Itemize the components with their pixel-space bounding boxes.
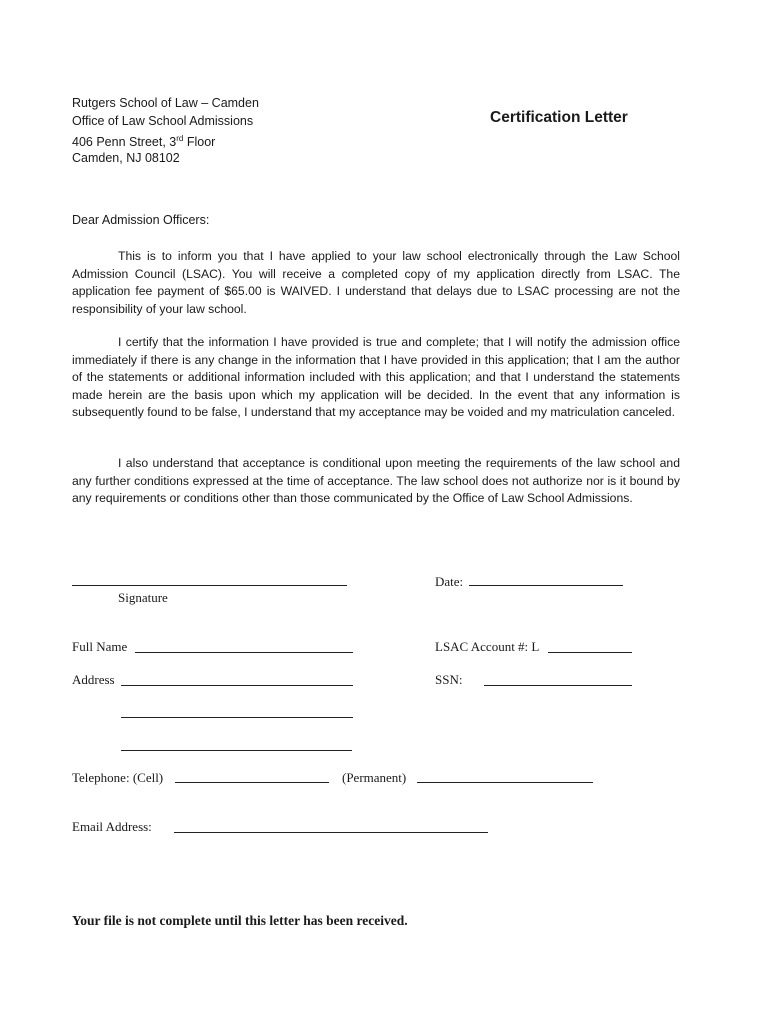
lsac-account-label: LSAC Account #: L (435, 639, 540, 654)
office-name: Office of Law School Admissions (72, 114, 254, 128)
ssn-field[interactable] (484, 685, 632, 686)
paragraph-certification: I certify that the information I have provided is true and complete; that I will notify the admission office immediately if there is any change in the information that I have provided in this application; that I am the author of the statements or additional information included with this application; and that I understand the statements made herein are the basis upon which my application will be decided. In the event that any information is subsequently found to be false, I understand that my acceptance may be voided and my matriculation canceled. (72, 335, 680, 419)
street-address-floor: Floor (183, 135, 216, 150)
page-title: Certification Letter (490, 109, 628, 126)
ssn-label: SSN: (435, 672, 463, 687)
full-name-label: Full Name (72, 639, 128, 654)
signature-label: Signature (118, 590, 168, 605)
greeting: Dear Admission Officers: (72, 213, 210, 227)
address-field-line2[interactable] (121, 717, 353, 718)
telephone-cell-field[interactable] (175, 782, 329, 783)
email-label: Email Address: (72, 819, 152, 834)
street-address-main: 406 Penn Street, 3 (72, 135, 177, 150)
date-label: Date: (435, 574, 464, 589)
street-address (72, 130, 215, 151)
city-state-zip: Camden, NJ 08102 (72, 151, 180, 165)
completion-notice: Your file is not complete until this letter has been received. (72, 913, 408, 928)
signature-field[interactable] (72, 585, 347, 586)
email-field[interactable] (174, 832, 488, 833)
telephone-cell-label: Telephone: (Cell) (72, 770, 164, 785)
paragraph-acceptance-conditions: I also understand that acceptance is conditional upon meeting the requirements of the law school and any further conditions expressed at the time of acceptance. The law school does not authorize nor is it bound by any requirements or conditions other than those communicated by the Office of Law School Admissions. (72, 456, 680, 505)
telephone-permanent-field[interactable] (417, 782, 593, 783)
address-label: Address (72, 672, 115, 687)
telephone-permanent-label: (Permanent) (342, 770, 407, 785)
address-field-line1[interactable] (121, 685, 353, 686)
school-name: Rutgers School of Law – Camden (72, 96, 259, 110)
paragraph-lsac-notice: This is to inform you that I have applied to your law school electronically through the Law School Admission Council (LSAC). You will receive a completed copy of my application directly from LSAC. The application fee payment of $65.00 is WAIVED. I understand that delays due to LSAC processing are not the responsibility of your law school. (72, 249, 680, 316)
ordinal-suffix: rd (176, 134, 184, 143)
address-field-line3[interactable] (121, 750, 352, 751)
full-name-field[interactable] (135, 652, 353, 653)
lsac-account-field[interactable] (548, 652, 632, 653)
date-field[interactable] (469, 585, 623, 586)
